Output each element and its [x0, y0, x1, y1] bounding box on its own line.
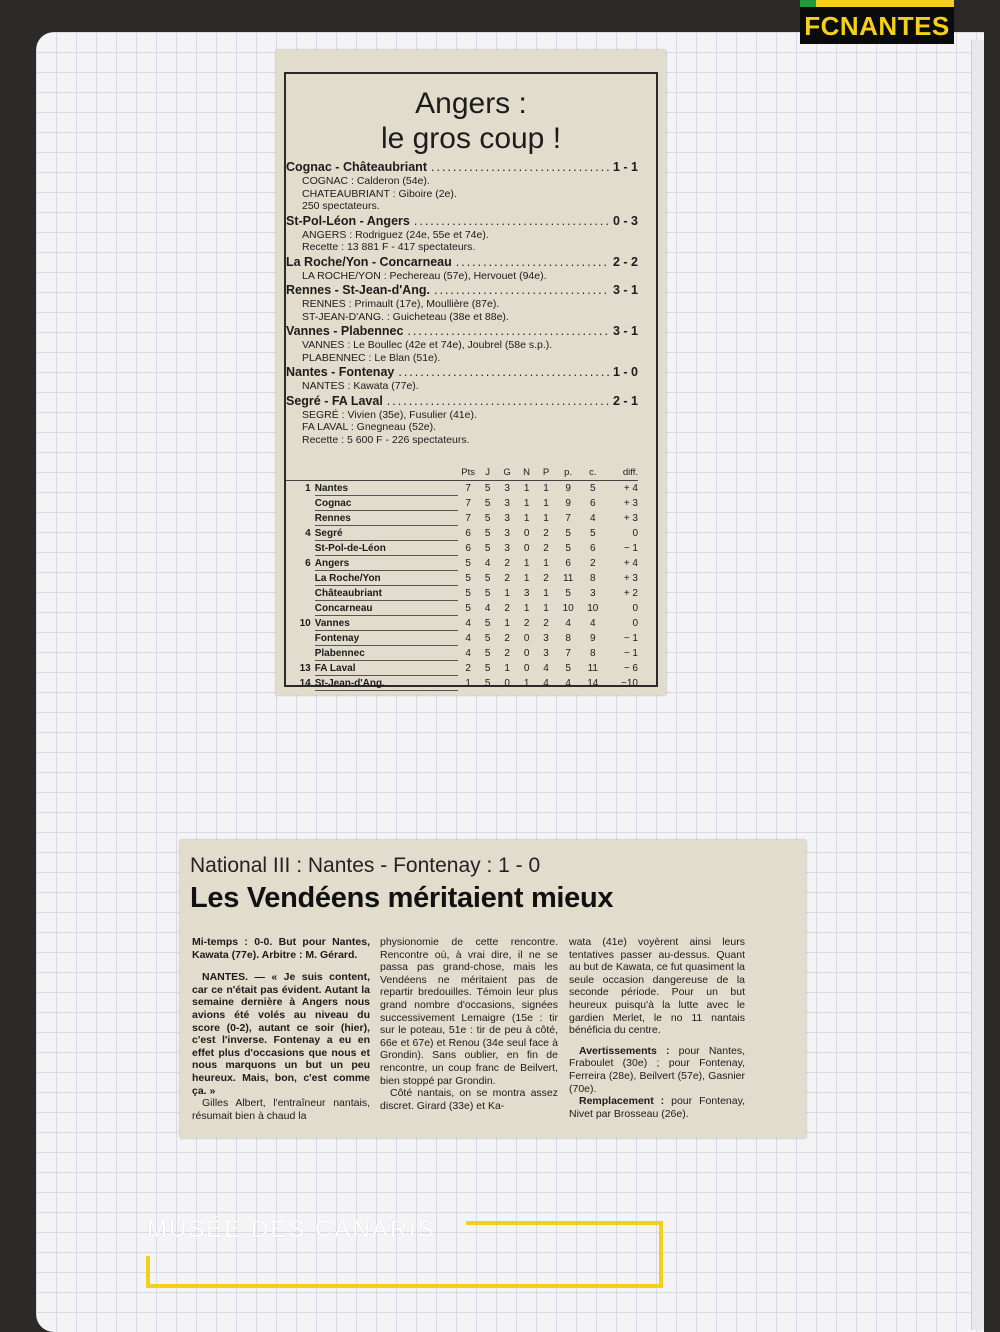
standings-team: Vannes: [315, 616, 459, 631]
standings-cell-g: 0: [504, 677, 510, 689]
standings-cell-p: 1: [543, 482, 549, 494]
standings-rank: 4: [305, 527, 311, 539]
standings-cell-n: 0: [523, 632, 530, 644]
standings-cell-bp: 5: [565, 542, 571, 554]
standings-cell-pts: 4: [465, 617, 471, 629]
standings-cell-pts: 4: [465, 647, 471, 659]
standings-cell-p: 1: [543, 587, 549, 599]
standings-cell-g: 2: [504, 632, 510, 644]
report-column-2: [380, 936, 558, 1112]
standings-cell-bp: 4: [565, 617, 571, 629]
standings-header-cell: P: [536, 464, 555, 481]
leader-dots: [456, 255, 609, 270]
report-headline: Les Vendéens méritaient mieux: [190, 882, 614, 914]
standings-cell-bp: 4: [565, 677, 571, 689]
match-line: [286, 365, 638, 380]
standings-cell-bp: 11: [562, 572, 574, 584]
standings-header-cell: Pts: [458, 464, 477, 481]
page-edge: [971, 40, 984, 1330]
standings-cell-pts: 6: [465, 527, 471, 539]
standings-header-cell: G: [497, 464, 516, 481]
standings-cell-j: 5: [484, 497, 491, 509]
match-detail: RENNES : Primault (17e), Moullière (87e).: [302, 298, 500, 310]
standings-row: [286, 556, 638, 571]
standings-cell-diff: + 3: [623, 512, 638, 524]
standings-row: [286, 646, 638, 661]
leader-dots: [434, 283, 609, 298]
standings-cell-pts: 2: [465, 662, 471, 674]
standings-cell-n: 1: [523, 677, 530, 689]
match-result: [286, 214, 638, 254]
standings-cell-pts: 5: [465, 602, 471, 614]
museum-frame-right: [659, 1221, 663, 1287]
match-score: 3 - 1: [612, 324, 638, 338]
headline-line2: le gros coup !: [380, 122, 562, 155]
match-teams: St-Pol-Léon - Angers: [286, 213, 410, 228]
standings-cell-diff: − 1: [623, 542, 638, 554]
standings-cell-g: 2: [504, 572, 510, 584]
match-result: [286, 365, 638, 393]
standings-rank: [286, 646, 315, 661]
match-detail: PLABENNEC : Le Blan (51e).: [302, 351, 441, 364]
standings-cell-p: 2: [543, 527, 549, 539]
match-teams: Segré - FA Laval: [286, 393, 383, 408]
standings-cell-bp: 5: [565, 527, 571, 539]
standings-rank: 10: [299, 617, 311, 629]
standings-team: St-Pol-de-Léon: [315, 541, 459, 556]
standings-cell-p: 4: [543, 662, 549, 674]
standings-header: [286, 464, 638, 481]
standings-team: Plabennec: [315, 646, 459, 661]
standings-cell-g: 2: [504, 647, 510, 659]
leader-dots: [407, 324, 609, 339]
report-col1-tail: Gilles Albert, l'entraîneur nantais, résumait bien à chaud la: [192, 1097, 370, 1122]
report-kicker: National III : Nantes - Fontenay : 1 - 0: [190, 854, 541, 877]
warnings-label: Avertissements :: [579, 1044, 670, 1057]
headline-line1: Angers :: [415, 87, 527, 120]
report-summary: Mi-temps : 0-0. But pour Nantes, Kawata (77e). Arbitre : M. Gérard.: [192, 936, 370, 961]
standings-cell-diff: + 4: [623, 482, 638, 494]
standings-cell-bc: 6: [589, 497, 596, 509]
standings-team: St-Jean-d'Ang.: [315, 676, 459, 691]
report-col2-p2: Côté nantais, on se montra assez discret. Girard (33e) et Ka-: [380, 1087, 558, 1112]
standings-team: Concarneau: [315, 601, 459, 616]
standings-cell-g: 1: [504, 587, 510, 599]
leader-dots: [431, 160, 609, 175]
standings-cell-j: 5: [484, 647, 491, 659]
standings-cell-bc: 4: [589, 512, 596, 524]
standings-cell-bp: 9: [565, 497, 571, 509]
standings-cell-pts: 5: [465, 557, 471, 569]
standings-cell-p: 1: [543, 497, 549, 509]
clipping-results-headline: [286, 86, 656, 156]
match-teams: Rennes - St-Jean-d'Ang.: [286, 283, 430, 297]
standings-cell-diff: + 3: [623, 497, 638, 509]
match-detail: FA LAVAL : Gnegneau (52e).: [302, 421, 437, 433]
standings-team: La Roche/Yon: [315, 571, 459, 586]
match-line: [286, 255, 638, 270]
standings-cell-p: 4: [543, 677, 549, 689]
standings-cell-p: 1: [543, 557, 549, 569]
standings-cell-n: 1: [523, 602, 530, 614]
standings-cell-g: 3: [504, 482, 510, 494]
standings-cell-pts: 6: [465, 542, 471, 554]
match-detail: NANTES : Kawata (77e).: [302, 380, 419, 392]
standings-cell-n: 0: [523, 542, 530, 554]
standings-cell-n: 0: [523, 647, 530, 659]
match-detail: Recette : 5 600 F - 226 spectateurs.: [302, 433, 470, 446]
standings-cell-bc: 4: [589, 617, 596, 629]
standings-cell-bc: 8: [589, 572, 596, 584]
standings-cell-j: 5: [484, 632, 491, 644]
standings-row: [286, 541, 638, 556]
standings-cell-j: 5: [484, 617, 491, 629]
standings-cell-pts: 7: [465, 497, 471, 509]
match-score: 1 - 0: [612, 365, 638, 379]
standings-row: [286, 631, 638, 646]
standings-rank: 6: [305, 557, 311, 569]
standings-cell-g: 2: [504, 602, 510, 614]
match-detail: 250 spectateurs.: [302, 200, 380, 212]
standings-cell-j: 5: [484, 512, 491, 524]
logo-stripe-green: [800, 0, 816, 7]
standings-cell-n: 0: [523, 662, 530, 674]
standings-team: Segré: [315, 526, 459, 541]
match-detail: ANGERS : Rodriguez (24e, 55e et 74e).: [302, 228, 489, 241]
standings-row: [286, 511, 638, 526]
standings-row: [286, 661, 638, 676]
standings-cell-bp: 5: [565, 662, 571, 674]
standings-rank: [286, 571, 315, 586]
standings-cell-pts: 1: [465, 677, 471, 689]
standings-team: Châteaubriant: [315, 586, 459, 601]
standings-rank: [286, 496, 315, 511]
standings-rank: [286, 511, 315, 526]
standings-cell-j: 5: [484, 572, 491, 584]
standings-rank: 14: [299, 677, 311, 689]
standings-cell-bp: 10: [562, 602, 574, 614]
standings-cell-pts: 7: [465, 512, 471, 524]
report-col2-p1: physionomie de cette rencontre. Rencontre où, à vrai dire, il ne se passa pas grand-chose, mais les Vendéens ne méritaient pas de repartir bredouilles. Témoin leur plus grand nombre d'occasions, signées successivement Lemaigre (15e : tir sur le poteau, 51e : tir de peu à côté, 66e et 67e) et Renou (34e seul face à Grondin). Sans oublier, en fin de rencontre, un coup franc de Beilvert, bien stoppé par Grondin.: [380, 936, 558, 1087]
match-results: [286, 160, 638, 447]
standings-cell-j: 5: [484, 677, 491, 689]
standings-cell-p: 3: [543, 647, 549, 659]
museum-label: MUSÉE DES CANARIS: [147, 1216, 436, 1243]
match-score: 2 - 2: [612, 254, 638, 269]
standings-rank: [286, 541, 315, 556]
standings-cell-diff: 0: [632, 617, 638, 629]
logo-text: FCNANTES: [804, 11, 950, 41]
standings-cell-n: 1: [523, 557, 530, 569]
standings-rank: [286, 631, 315, 646]
standings-cell-pts: 7: [465, 482, 471, 494]
standings-cell-n: 2: [523, 617, 530, 629]
standings-cell-diff: 0: [632, 602, 638, 614]
standings-team: FA Laval: [315, 661, 459, 676]
standings-team: Nantes: [315, 481, 459, 496]
standings-cell-bp: 7: [565, 647, 571, 659]
standings-cell-bp: 8: [565, 632, 571, 644]
standings-cell-bc: 11: [587, 662, 598, 674]
standings-cell-j: 5: [484, 527, 491, 539]
standings-team: Rennes: [315, 511, 459, 526]
standings-header-cell: c.: [580, 464, 605, 481]
standings-row: [286, 481, 638, 496]
standings-cell-p: 3: [543, 632, 549, 644]
standings-cell-n: 1: [523, 497, 530, 509]
match-score: 3 - 1: [612, 283, 638, 297]
match-line: [286, 394, 638, 409]
standings-cell-bc: 14: [587, 677, 599, 689]
fcnantes-logo: [800, 0, 954, 44]
report-column-1: [192, 936, 370, 1122]
standings-cell-p: 1: [543, 512, 549, 524]
standings-cell-bp: 7: [565, 512, 571, 524]
standings-cell-g: 3: [504, 512, 510, 524]
standings-cell-bp: 6: [565, 557, 571, 569]
standings-cell-bc: 5: [589, 482, 596, 494]
match-result: [286, 324, 638, 364]
match-teams: Cognac - Châteaubriant: [286, 160, 427, 174]
report-warnings: [569, 1045, 745, 1095]
standings-row: [286, 496, 638, 511]
standings-cell-j: 5: [484, 542, 491, 554]
standings-team: Angers: [315, 556, 459, 571]
standings-cell-g: 3: [504, 497, 510, 509]
standings-team: Cognac: [315, 496, 459, 511]
match-result: [286, 255, 638, 283]
match-detail: Recette : 13 881 F - 417 spectateurs.: [302, 241, 476, 253]
match-teams: La Roche/Yon - Concarneau: [286, 254, 452, 269]
standings-cell-n: 3: [523, 587, 530, 599]
museum-frame-top: [466, 1221, 662, 1225]
standings-cell-g: 3: [504, 542, 510, 554]
standings-header-cell: diff.: [605, 464, 638, 481]
leader-dots: [387, 394, 609, 409]
match-score: 1 - 1: [612, 160, 638, 174]
museum-frame-left: [146, 1256, 150, 1288]
match-detail: VANNES : Le Boullec (42e et 74e), Joubrel (58e s.p.).: [302, 339, 553, 351]
match-result: [286, 394, 638, 447]
report-column-3: [569, 936, 745, 1120]
match-line: [286, 214, 638, 229]
standings-cell-bc: 3: [589, 587, 596, 599]
match-score: 2 - 1: [612, 393, 638, 408]
match-teams: Nantes - Fontenay: [286, 365, 395, 379]
standings-cell-diff: − 1: [623, 647, 638, 659]
leader-dots: [414, 214, 609, 229]
standings-cell-p: 2: [543, 542, 549, 554]
substitution-label: Remplacement :: [579, 1095, 665, 1108]
standings-rank: [286, 601, 315, 616]
standings-cell-diff: −10: [621, 677, 638, 689]
standings-cell-g: 1: [504, 617, 510, 629]
standings-cell-pts: 5: [465, 572, 471, 584]
standings-cell-bp: 5: [565, 587, 571, 599]
standings-cell-diff: − 6: [623, 662, 638, 674]
standings-cell-diff: − 1: [623, 632, 638, 644]
standings-cell-n: 1: [523, 572, 530, 584]
standings-cell-j: 4: [484, 602, 491, 614]
standings-cell-g: 3: [504, 527, 510, 539]
standings-cell-bc: 6: [589, 542, 596, 554]
leader-dots: [398, 365, 609, 380]
match-score: 0 - 3: [612, 213, 638, 228]
match-result: [286, 283, 638, 323]
standings-cell-bc: 2: [589, 557, 596, 569]
standings-cell-p: 1: [543, 602, 549, 614]
standings-cell-n: 1: [523, 512, 530, 524]
match-line: [286, 160, 638, 175]
match-line: [286, 324, 638, 339]
logo-stripe: [800, 0, 954, 7]
standings-cell-n: 1: [523, 482, 530, 494]
standings-row: [286, 586, 638, 601]
standings-row: [286, 571, 638, 586]
standings-cell-bc: 10: [587, 602, 599, 614]
standings-team: Fontenay: [315, 631, 459, 646]
standings-header-cell: N: [517, 464, 536, 481]
standings-cell-diff: + 3: [623, 572, 638, 584]
match-detail: CHATEAUBRIANT : Giboire (2e).: [302, 187, 457, 200]
match-result: [286, 160, 638, 213]
standings-cell-g: 2: [504, 557, 510, 569]
standings-cell-j: 4: [484, 557, 491, 569]
standings-table: [286, 464, 638, 691]
match-line: [286, 283, 638, 298]
standings-header-cell: p.: [556, 464, 581, 481]
standings-cell-pts: 4: [465, 632, 471, 644]
standings-cell-bc: 5: [589, 527, 596, 539]
standings-cell-g: 1: [504, 662, 510, 674]
report-substitution: [569, 1095, 745, 1120]
standings-cell-diff: + 2: [623, 587, 638, 599]
standings-cell-bp: 9: [565, 482, 571, 494]
report-quote: NANTES. — « Je suis content, car ce n'était pas évident. Autant la semaine dernière à Angers nous avions été volés au niveau du score (0-2), autant ce soir (hier), c'est l'inverse. Fontenay a eu en effet plus d'occasions que nous et nous marquons un but un peu heureux. Mais, bon, c'est comme ça. »: [192, 971, 370, 1097]
match-detail: ST-JEAN-D'ANG. : Guicheteau (38e et 88e).: [302, 310, 509, 323]
standings-cell-j: 5: [484, 662, 491, 674]
standings-header-cell: J: [478, 464, 497, 481]
standings-cell-pts: 5: [465, 587, 471, 599]
clipping-match-report: [180, 840, 806, 1138]
standings-cell-diff: + 4: [623, 557, 638, 569]
standings-cell-n: 0: [523, 527, 530, 539]
standings-cell-bc: 9: [589, 632, 596, 644]
substitution-text: pour Fontenay, Nivet par Brosseau (26e).: [569, 1095, 745, 1120]
standings-row: [286, 616, 638, 631]
standings-cell-j: 5: [484, 587, 491, 599]
standings-cell-p: 2: [543, 617, 549, 629]
standings-rank: 1: [305, 482, 311, 494]
warnings-text: pour Nantes, Fraboulet (30e) ; pour Fontenay, Ferreira (28e), Beilvert (57e), Gasnier (70e).: [569, 1044, 745, 1095]
report-col3-p1: wata (41e) voyèrent ainsi leurs tentatives passer au-dessus. Quant au but de Kawata, ce fut quasiment la seule occasion dangereuse de la seconde période. Pour un but heureux puisqu'à la lutte avec le gardien Merlet, le no 11 nantais bénéficia du centre.: [569, 936, 745, 1037]
match-detail: SEGRÉ : Vivien (35e), Fusulier (41e).: [302, 408, 477, 421]
match-detail: LA ROCHE/YON : Pechereau (57e), Hervouet (94e).: [302, 269, 547, 282]
match-detail: COGNAC : Calderon (54e).: [302, 175, 430, 187]
match-teams: Vannes - Plabennec: [286, 324, 404, 338]
museum-frame-bottom: [146, 1284, 663, 1288]
standings-row: [286, 676, 638, 691]
standings-row: [286, 601, 638, 616]
standings-cell-bc: 8: [589, 647, 596, 659]
clipping-results: [276, 50, 666, 695]
standings-row: [286, 526, 638, 541]
standings-cell-p: 2: [543, 572, 549, 584]
standings-rank: 13: [299, 662, 311, 674]
standings-cell-diff: 0: [632, 527, 638, 539]
standings-cell-j: 5: [484, 482, 491, 494]
standings-rank: [286, 586, 315, 601]
